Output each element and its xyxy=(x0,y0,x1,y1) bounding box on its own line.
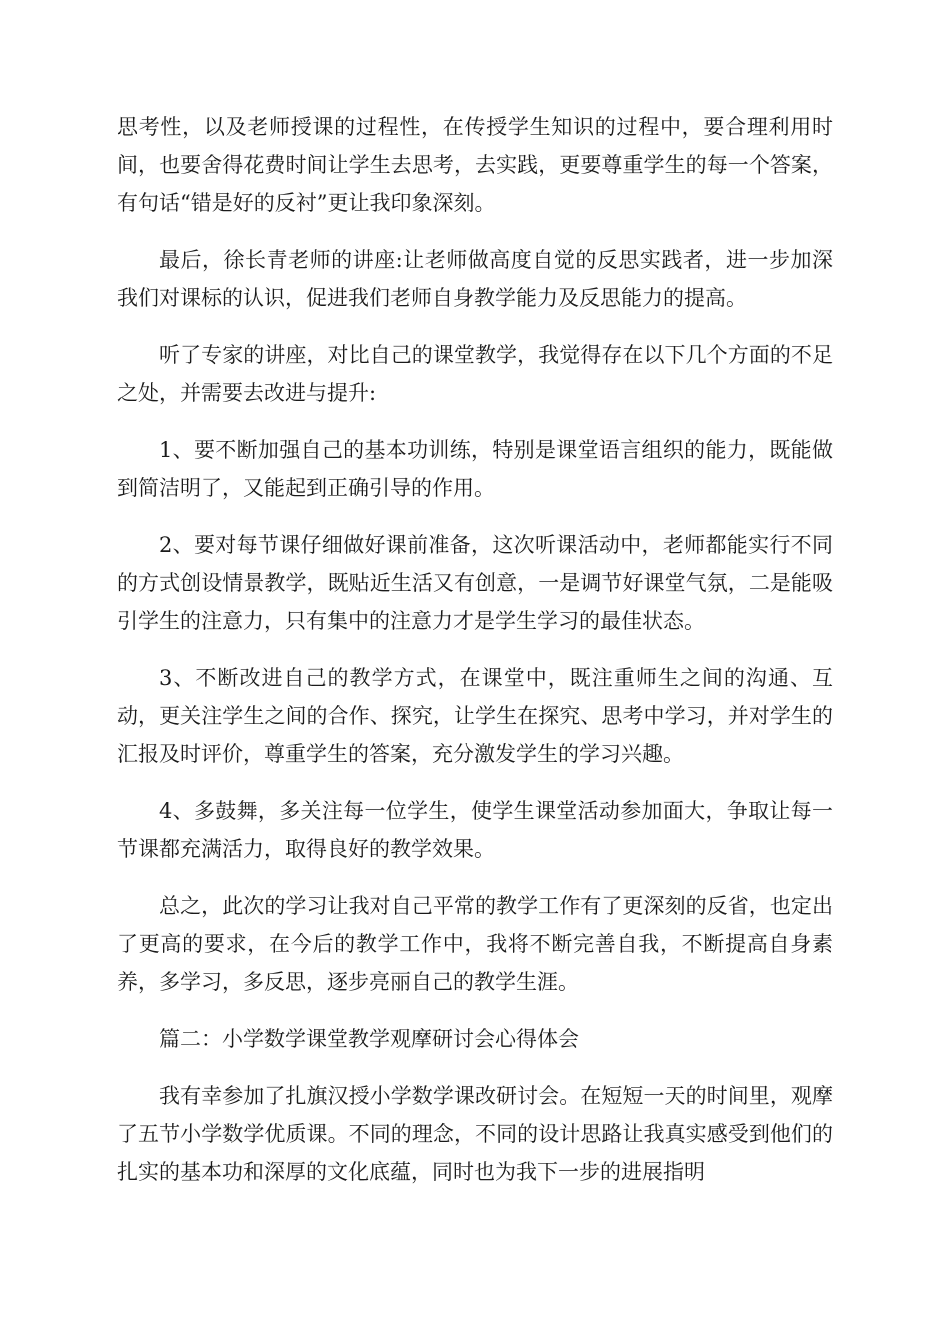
list-item-2: 2、要对每节课仔细做好课前准备，这次听课活动中，老师都能实行不同的方式创设情景教学，既贴近生活又有创意，一是调节好课堂气氛，二是能吸引学生的注意力，只有集中的注意力才是学生学习的最佳状态。 xyxy=(117,533,833,633)
section-heading: 篇二：小学数学课堂教学观摩研讨会心得体会 xyxy=(159,1027,579,1051)
paragraph-conclusion: 总之，此次的学习让我对自己平常的教学工作有了更深刻的反省，也定出了更高的要求，在今后的教学工作中，我将不断完善自我，不断提高自身素养，多学习，多反思，逐步亮丽自己的教学生涯。 xyxy=(117,894,833,994)
list-item-1: 1、要不断加强自己的基本功训练，特别是课堂语言组织的能力，既能做到简洁明了，又能起到正确引导的作用。 xyxy=(117,438,833,500)
paragraph-2: 最后，徐长青老师的讲座:让老师做高度自觉的反思实践者，进一步加深我们对课标的认识，促进我们老师自身教学能力及反思能力的提高。 xyxy=(117,248,833,310)
list-item-4: 4、多鼓舞，多关注每一位学生，使学生课堂活动参加面大，争取让每一节课都充满活力，取得良好的教学效果。 xyxy=(117,799,833,861)
paragraph-section-intro: 我有幸参加了扎旗汉授小学数学课改研讨会。在短短一天的时间里，观摩了五节小学数学优质课。不同的理念，不同的设计思路让我真实感受到他们的扎实的基本功和深厚的文化底蕴，同时也为我下一步的进展指明 xyxy=(117,1084,833,1184)
list-item-3: 3、不断改进自己的教学方式，在课堂中，既注重师生之间的沟通、互动，更关注学生之间的合作、探究，让学生在探究、思考中学习，并对学生的汇报及时评价，尊重学生的答案，充分激发学生的学习兴趣。 xyxy=(117,666,833,766)
document-body xyxy=(117,108,833,1210)
paragraph-1: 思考性，以及老师授课的过程性，在传授学生知识的过程中，要合理利用时间，也要舍得花费时间让学生去思考，去实践，更要尊重学生的每一个答案，有句话“错是好的反衬”更让我印象深刻。 xyxy=(117,115,833,215)
paragraph-3: 听了专家的讲座，对比自己的课堂教学，我觉得存在以下几个方面的不足之处，并需要去改进与提升: xyxy=(117,343,833,405)
